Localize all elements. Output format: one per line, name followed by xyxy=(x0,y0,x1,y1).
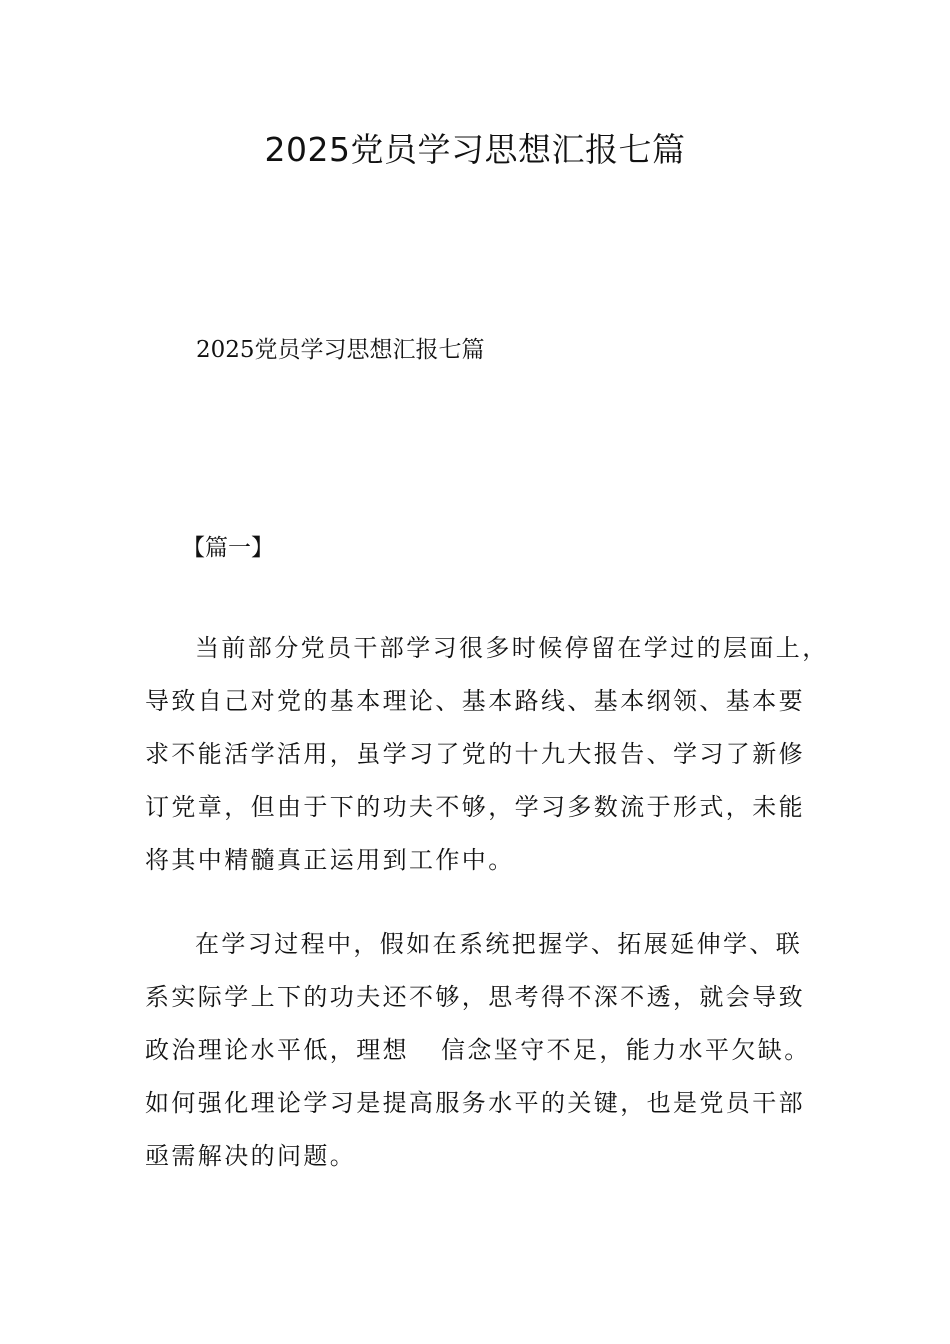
paragraph-line: 如何强化理论学习是提高服务水平的关键，也是党员干部 xyxy=(145,1089,805,1117)
paragraph-2 xyxy=(145,918,810,1183)
paragraph-line: 当前部分党员干部学习很多时候停留在学过的层面上， xyxy=(195,634,829,662)
document-title: 2025党员学习思想汇报七篇 xyxy=(264,130,686,169)
paragraph-line: 导致自己对党的基本理论、基本路线、基本纲领、基本要 xyxy=(145,687,805,715)
paragraph-line-part: 信念坚守不足，能力水平欠缺。 xyxy=(441,1036,811,1064)
paragraph-line: 在学习过程中，假如在系统把握学、拓展延伸学、联 xyxy=(195,930,803,958)
paragraph-1 xyxy=(145,622,829,887)
paragraph-line-part: 政治理论水平低，理想 xyxy=(145,1036,409,1064)
section-heading: 【篇一】 xyxy=(182,535,274,561)
paragraph-line: 订党章，但由于下的功夫不够，学习多数流于形式，未能 xyxy=(145,793,805,821)
paragraph-line-split xyxy=(145,1024,810,1077)
paragraph-line: 将其中精髓真正运用到工作中。 xyxy=(145,846,515,874)
paragraph-line: 系实际学上下的功夫还不够，思考得不深不透，就会导致 xyxy=(145,983,805,1011)
paragraph-line: 求不能活学活用，虽学习了党的十九大报告、学习了新修 xyxy=(145,740,805,768)
paragraph-line: 亟需解决的问题。 xyxy=(145,1142,357,1170)
document-subtitle: 2025党员学习思想汇报七篇 xyxy=(196,337,485,363)
